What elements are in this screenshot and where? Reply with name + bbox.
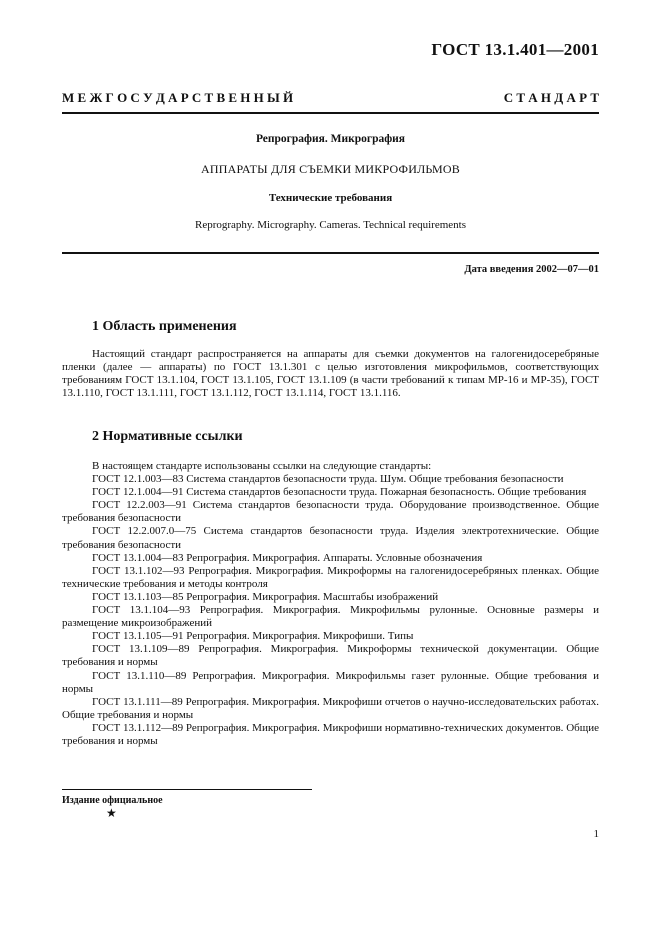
official-edition-label: Издание официальное (62, 795, 163, 806)
middle-rule (62, 252, 599, 254)
reference-item: ГОСТ 13.1.102—93 Репрография. Микрография. Микроформы на галогенидосеребряных пленках. Общие технические требования и методы контроля (62, 564, 599, 590)
top-rule (62, 112, 599, 114)
reference-item: ГОСТ 13.1.109—89 Репрография. Микрография. Микроформы технической документации. Общие требования и нормы (62, 643, 599, 669)
reference-item: ГОСТ 13.1.104—93 Репрография. Микрография. Микрофильмы рулонные. Основные размеры и размещение микроизображений (62, 604, 599, 630)
reference-item: ГОСТ 13.1.105—91 Репрография. Микрография. Микрофиши. Типы (92, 630, 414, 643)
reference-item: ГОСТ 12.2.003—91 Система стандартов безопасности труда. Оборудование производственное. Общие требования безопасности (62, 499, 599, 525)
reference-item: ГОСТ 12.1.004—91 Система стандартов безопасности труда. Пожарная безопасность. Общие требования (92, 486, 587, 499)
heading-word-standard: С Т А Н Д А Р Т (503, 90, 599, 105)
section-1-title: 1 Область применения (92, 319, 237, 334)
heading-word-interstate: М Е Ж Г О С У Д А Р С Т В Е Н Н Ы Й (62, 90, 294, 105)
reference-item: ГОСТ 13.1.110—89 Репрография. Микрография. Микрофильмы газет рулонные. Общие требования и нормы (62, 669, 599, 695)
reference-item: ГОСТ 13.1.103—85 Репрография. Микрография. Масштабы изображений (92, 590, 439, 603)
title-line-1: Репрография. Микрография (255, 133, 406, 145)
title-line-english: Reprography. Micrography. Cameras. Technical requirements (195, 219, 466, 231)
reference-item: ГОСТ 12.1.003—83 Система стандартов безопасности труда. Шум. Общие требования безопасности (92, 473, 564, 486)
title-line-2: АППАРАТЫ ДЛЯ СЪЕМКИ МИКРОФИЛЬМОВ (201, 162, 460, 176)
introduction-date: Дата введения 2002—07—01 (464, 264, 599, 275)
footer-rule (62, 789, 312, 790)
references-list (62, 460, 599, 748)
star-icon: ★ (106, 806, 117, 820)
standard-code: ГОСТ 13.1.401—2001 (431, 40, 599, 59)
reference-item: ГОСТ 13.1.111—89 Репрография. Микрография. Микрофиши отчетов о научно-исследовательских работах. Общие требования и нормы (62, 695, 599, 721)
reference-item: ГОСТ 13.1.112—89 Репрография. Микрография. Микрофиши нормативно-технических документов. Общие требования и нормы (62, 721, 599, 747)
reference-item: ГОСТ 12.2.007.0—75 Система стандартов безопасности труда. Изделия электротехнические. Общие требования безопасности (62, 525, 599, 551)
reference-item: ГОСТ 13.1.004—83 Репрография. Микрография. Аппараты. Условные обозначения (92, 551, 483, 564)
section-2-title: 2 Нормативные ссылки (92, 429, 243, 444)
interstate-standard-heading (62, 90, 599, 106)
references-intro: В настоящем стандарте использованы ссылки на следующие стандарты: (92, 460, 432, 472)
page-number: 1 (593, 828, 599, 840)
section-1-text (62, 348, 599, 400)
section-1-paragraph: Настоящий стандарт распространяется на аппараты для съемки документов на галогенидосеребряные пленки (далее — аппараты) по ГОСТ 13.1.301 с целью изготовления микрофильмов, соответствующих требованиям ГОСТ 13.1.104, ГОСТ 13.1.105, ГОСТ 13.1.109 (в части требований к типам МР-16 и МР-35), ГОСТ 13.1.110, ГОСТ 13.1.111, ГОСТ 13.1.112, ГОСТ 13.1.114, ГОСТ 13.1.116. (62, 348, 599, 399)
title-line-3: Технические требования (268, 192, 393, 204)
